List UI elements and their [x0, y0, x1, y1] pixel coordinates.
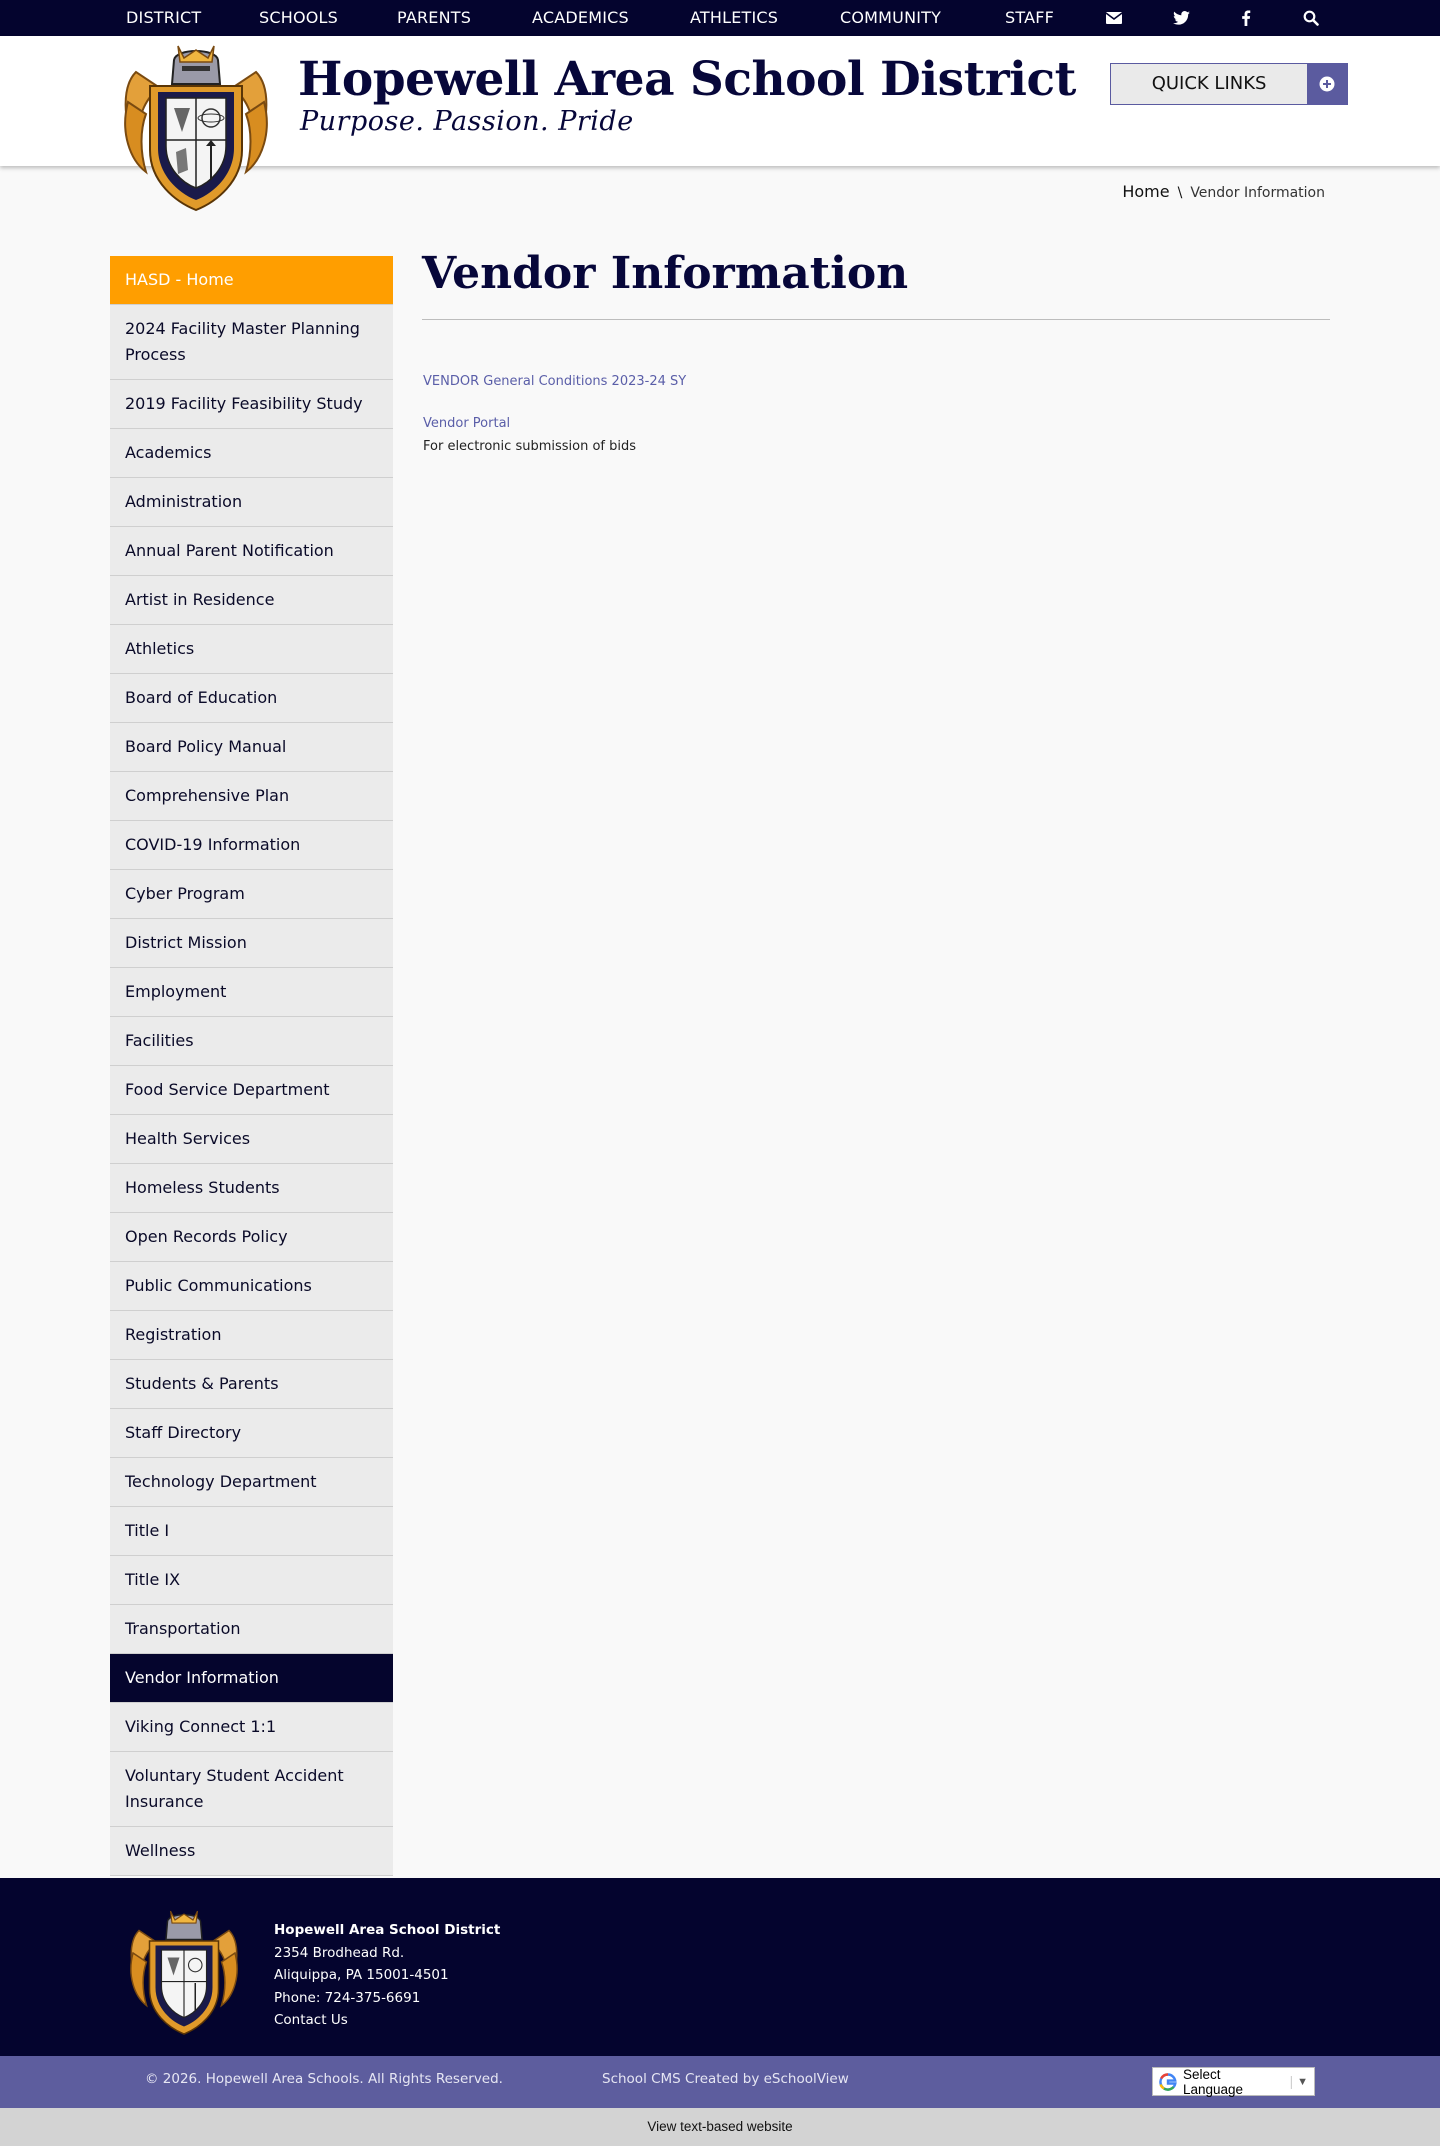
- footer-logo[interactable]: [122, 1908, 246, 2040]
- sidebar-item-annual-parent-notification[interactable]: Annual Parent Notification: [110, 527, 393, 576]
- nav-district[interactable]: DISTRICT: [126, 8, 202, 27]
- vendor-portal-description: For electronic submission of bids: [423, 439, 637, 454]
- footer-district-name: Hopewell Area School District: [274, 1922, 501, 1938]
- footer-address-line2: Aliquippa, PA 15001-4501: [274, 1967, 449, 1983]
- sidebar-item-wellness[interactable]: Wellness: [110, 1827, 393, 1876]
- dropdown-arrow-icon: ▼: [1297, 2075, 1308, 2088]
- nav-athletics[interactable]: ATHLETICS: [690, 8, 779, 27]
- vendor-general-conditions-link[interactable]: VENDOR General Conditions 2023-24 SY: [423, 374, 687, 389]
- footer-address-line1: 2354 Brodhead Rd.: [274, 1944, 405, 1961]
- copyright-text: © 2026. Hopewell Area Schools. All Rights Reserved.: [145, 2071, 503, 2087]
- sidebar-item-title-i[interactable]: Title I: [110, 1507, 393, 1556]
- sidebar-item-technology-department[interactable]: Technology Department: [110, 1458, 393, 1507]
- vendor-portal-link[interactable]: Vendor Portal: [423, 416, 511, 431]
- sidebar-item-academics[interactable]: Academics: [110, 429, 393, 478]
- sidebar-item-viking-connect[interactable]: Viking Connect 1:1: [110, 1703, 393, 1752]
- sidebar-item-2019-facility-feasibility-study[interactable]: 2019 Facility Feasibility Study: [110, 380, 393, 429]
- text-based-website-link[interactable]: View text-based website: [647, 2119, 793, 2134]
- envelope-icon[interactable]: [1103, 0, 1125, 36]
- quick-links-label: QUICK LINKS: [1151, 73, 1267, 94]
- nav-academics[interactable]: ACADEMICS: [532, 8, 629, 27]
- sidebar-item-2024-facility-master-planning[interactable]: 2024 Facility Master Planning Process: [110, 305, 393, 380]
- sidebar-item-homeless-students[interactable]: Homeless Students: [110, 1164, 393, 1213]
- language-select-label: Select Language: [1183, 2066, 1244, 2097]
- sidebar-item-food-service-department[interactable]: Food Service Department: [110, 1066, 393, 1115]
- top-navigation: [0, 0, 1440, 36]
- nav-community[interactable]: COMMUNITY: [840, 8, 942, 27]
- sidebar-item-employment[interactable]: Employment: [110, 968, 393, 1017]
- sidebar-item-administration[interactable]: Administration: [110, 478, 393, 527]
- nav-parents[interactable]: PARENTS: [397, 8, 472, 27]
- footer-contact-link[interactable]: Contact Us: [274, 2012, 348, 2028]
- title-divider: [422, 319, 1330, 320]
- sidebar-item-health-services[interactable]: Health Services: [110, 1115, 393, 1164]
- sidebar-item-open-records-policy[interactable]: Open Records Policy: [110, 1213, 393, 1262]
- breadcrumb-home-link[interactable]: Home: [1122, 182, 1170, 201]
- sidebar-item-covid-19-information[interactable]: COVID-19 Information: [110, 821, 393, 870]
- twitter-icon[interactable]: [1170, 0, 1192, 36]
- sidebar-item-district-mission[interactable]: District Mission: [110, 919, 393, 968]
- site-tagline: Purpose. Passion. Pride: [300, 106, 634, 137]
- sidebar-item-title-ix[interactable]: Title IX: [110, 1556, 393, 1605]
- breadcrumb-separator: \: [1177, 185, 1183, 201]
- sidebar-item-registration[interactable]: Registration: [110, 1311, 393, 1360]
- breadcrumb-current: Vendor Information: [1190, 185, 1325, 201]
- sidebar-item-staff-directory[interactable]: Staff Directory: [110, 1409, 393, 1458]
- page-title: Vendor Information: [422, 248, 909, 299]
- sidebar-navigation: [110, 256, 393, 1876]
- sidebar-item-students-parents[interactable]: Students & Parents: [110, 1360, 393, 1409]
- search-icon[interactable]: [1300, 0, 1322, 36]
- nav-schools[interactable]: SCHOOLS: [259, 8, 339, 27]
- google-translate-icon: [1159, 2073, 1177, 2091]
- footer-phone: Phone: 724-375-6691: [274, 1989, 421, 2006]
- breadcrumb: [1122, 182, 1325, 201]
- sidebar-item-vendor-information[interactable]: Vendor Information: [110, 1654, 393, 1703]
- sidebar-item-board-policy-manual[interactable]: Board Policy Manual: [110, 723, 393, 772]
- sidebar-item-athletics[interactable]: Athletics: [110, 625, 393, 674]
- sidebar-item-voluntary-student-accident-insurance[interactable]: Voluntary Student Accident Insurance: [110, 1752, 393, 1827]
- sidebar-item-board-of-education[interactable]: Board of Education: [110, 674, 393, 723]
- cms-credit-link[interactable]: School CMS Created by eSchoolView: [602, 2071, 849, 2087]
- sidebar-item-comprehensive-plan[interactable]: Comprehensive Plan: [110, 772, 393, 821]
- sidebar-item-transportation[interactable]: Transportation: [110, 1605, 393, 1654]
- sidebar-item-cyber-program[interactable]: Cyber Program: [110, 870, 393, 919]
- sidebar-item-hasd-home[interactable]: HASD - Home: [110, 256, 393, 305]
- footer-contact-info: [274, 1919, 500, 2032]
- facebook-icon[interactable]: [1235, 0, 1257, 36]
- district-logo[interactable]: [116, 42, 276, 218]
- sidebar-item-public-communications[interactable]: Public Communications: [110, 1262, 393, 1311]
- sidebar-item-artist-in-residence[interactable]: Artist in Residence: [110, 576, 393, 625]
- language-select[interactable]: [1152, 2067, 1315, 2096]
- language-select-divider: |: [1289, 2074, 1294, 2089]
- quick-links-button[interactable]: [1110, 63, 1348, 105]
- site-title[interactable]: Hopewell Area School District: [298, 52, 1076, 107]
- sidebar-item-facilities[interactable]: Facilities: [110, 1017, 393, 1066]
- plus-circle-icon[interactable]: [1307, 64, 1347, 104]
- nav-staff[interactable]: STAFF: [1005, 8, 1055, 27]
